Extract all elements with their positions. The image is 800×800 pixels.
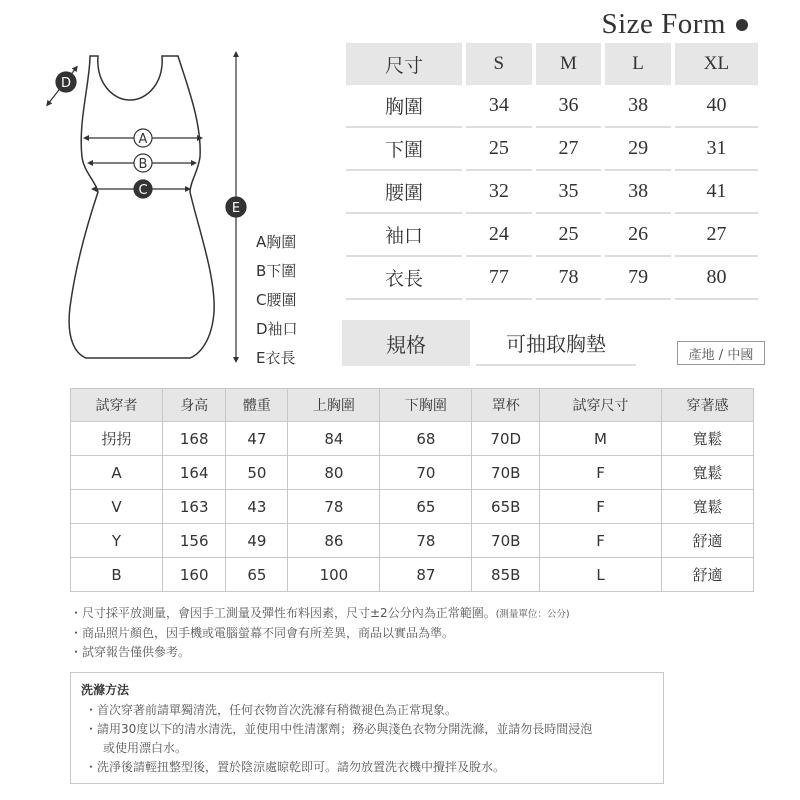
bullet-dot-icon <box>736 19 748 31</box>
legend-item: C腰圍 <box>256 291 297 309</box>
svg-text:D: D <box>60 76 72 91</box>
cell: 寬鬆 <box>661 422 753 456</box>
cell: 65 <box>226 558 288 592</box>
size-value: 38 <box>605 171 671 214</box>
origin-badge: 產地 / 中國 <box>677 341 765 365</box>
table-row <box>71 524 754 558</box>
cell: A <box>71 456 163 490</box>
cell: 寬鬆 <box>661 490 753 524</box>
header-cell: 尺寸 <box>346 43 462 85</box>
size-value: 29 <box>605 128 671 171</box>
cell: 舒適 <box>661 524 753 558</box>
size-value: 77 <box>466 257 532 300</box>
spec-value: 可抽取胸墊 <box>476 320 636 366</box>
note-line: ・試穿報告僅供參考。 <box>70 645 191 659</box>
legend-item: B下圍 <box>256 262 297 280</box>
legend-item: E衣長 <box>256 349 296 367</box>
cell: L <box>540 558 662 592</box>
title-text: Size Form <box>601 8 726 40</box>
cell: B <box>71 558 163 592</box>
table-row <box>346 257 758 300</box>
size-value: 78 <box>536 257 602 300</box>
notes <box>70 604 570 662</box>
cell: 78 <box>288 490 380 524</box>
header-cell: M <box>536 43 602 85</box>
washing-line: ・請用30度以下的清水清洗，並使用中性清潔劑；務必與淺色衣物分開洗滌，並請勿長時間浸泡 <box>85 722 593 736</box>
cell: 68 <box>380 422 472 456</box>
try-on-header <box>71 389 754 422</box>
cell: 拐拐 <box>71 422 163 456</box>
marker-c <box>134 180 152 198</box>
row-label: 胸圍 <box>346 85 462 128</box>
cell: 168 <box>162 422 225 456</box>
cell: V <box>71 490 163 524</box>
cell: 47 <box>226 422 288 456</box>
table-row <box>346 85 758 128</box>
header-cell: 身高 <box>162 389 225 422</box>
washing-line: ・首次穿著前請單獨清洗，任何衣物首次洗滌有稍微褪色為正常現象。 <box>85 703 458 717</box>
cell: 160 <box>162 558 225 592</box>
row-label: 腰圍 <box>346 171 462 214</box>
marker-a <box>134 129 152 147</box>
cell: 70B <box>472 524 540 558</box>
size-value: 80 <box>675 257 758 300</box>
size-value: 34 <box>466 85 532 128</box>
cell: 100 <box>288 558 380 592</box>
washing-line: ・洗淨後請輕扭整型後，置於陰涼處晾乾即可。請勿放置洗衣機中攪拌及脫水。 <box>85 760 506 774</box>
cell: 舒適 <box>661 558 753 592</box>
size-value: 35 <box>536 171 602 214</box>
legend-item: D袖口 <box>256 320 298 338</box>
row-label: 下圍 <box>346 128 462 171</box>
size-table-header <box>346 43 758 85</box>
dress-outline <box>69 56 214 358</box>
note-unit: (測量單位：公分) <box>495 609 570 620</box>
row-label: 袖口 <box>346 214 462 257</box>
cell: 寬鬆 <box>661 456 753 490</box>
cell: F <box>540 456 662 490</box>
size-value: 24 <box>466 214 532 257</box>
cell: 85B <box>472 558 540 592</box>
marker-b <box>134 154 152 172</box>
try-on-table <box>70 388 754 592</box>
size-value: 25 <box>466 128 532 171</box>
svg-text:E: E <box>231 201 241 216</box>
washing-instructions <box>70 672 664 784</box>
spec-label: 規格 <box>342 320 470 366</box>
cell: 49 <box>226 524 288 558</box>
marker-e <box>226 197 246 217</box>
cell: 70 <box>380 456 472 490</box>
cell: 164 <box>162 456 225 490</box>
table-row <box>71 490 754 524</box>
header-cell: L <box>605 43 671 85</box>
cell: Y <box>71 524 163 558</box>
table-row <box>71 456 754 490</box>
size-value: 26 <box>605 214 671 257</box>
header-cell: 穿著感 <box>661 389 753 422</box>
header-cell: 體重 <box>226 389 288 422</box>
size-value: 41 <box>675 171 758 214</box>
header-cell: 罩杯 <box>472 389 540 422</box>
header-cell: 下胸圍 <box>380 389 472 422</box>
cell: 65 <box>380 490 472 524</box>
cell: 50 <box>226 456 288 490</box>
size-value: 27 <box>675 214 758 257</box>
cell: 65B <box>472 490 540 524</box>
legend-item: A胸圍 <box>256 233 297 251</box>
page-title <box>601 8 748 41</box>
cell: 84 <box>288 422 380 456</box>
cell: 80 <box>288 456 380 490</box>
cell: 156 <box>162 524 225 558</box>
cell: 78 <box>380 524 472 558</box>
header-cell: 上胸圍 <box>288 389 380 422</box>
washing-line: 或使用漂白水。 <box>103 741 188 755</box>
cell: F <box>540 490 662 524</box>
size-value: 31 <box>675 128 758 171</box>
header-cell: S <box>466 43 532 85</box>
cell: 87 <box>380 558 472 592</box>
note-text: ・尺寸採平放測量，會因手工測量及彈性布料因素，尺寸±2公分內為正常範圍。 <box>70 606 496 620</box>
note-line: ・商品照片顏色，因手機或電腦螢幕不同會有所差異，商品以實品為準。 <box>70 626 455 640</box>
size-value: 32 <box>466 171 532 214</box>
table-row <box>346 171 758 214</box>
cell: F <box>540 524 662 558</box>
measurement-legend <box>256 228 298 373</box>
cell: 70B <box>472 456 540 490</box>
cell: 43 <box>226 490 288 524</box>
svg-text:C: C <box>138 183 148 198</box>
cell: 86 <box>288 524 380 558</box>
header-cell: 試穿者 <box>71 389 163 422</box>
note-line <box>70 604 570 624</box>
size-value: 40 <box>675 85 758 128</box>
size-value: 27 <box>536 128 602 171</box>
header-cell: XL <box>675 43 758 85</box>
size-value: 36 <box>536 85 602 128</box>
table-row <box>346 214 758 257</box>
header-cell: 試穿尺寸 <box>540 389 662 422</box>
size-value: 79 <box>605 257 671 300</box>
table-row <box>71 558 754 592</box>
svg-text:B: B <box>138 157 148 172</box>
washing-title: 洗滌方法 <box>81 683 130 697</box>
size-value: 38 <box>605 85 671 128</box>
table-row <box>346 128 758 171</box>
svg-text:A: A <box>138 132 148 147</box>
marker-d <box>56 72 76 92</box>
cell: M <box>540 422 662 456</box>
row-label: 衣長 <box>346 257 462 300</box>
size-value: 25 <box>536 214 602 257</box>
size-table <box>342 43 762 300</box>
cell: 70D <box>472 422 540 456</box>
cell: 163 <box>162 490 225 524</box>
table-row <box>71 422 754 456</box>
